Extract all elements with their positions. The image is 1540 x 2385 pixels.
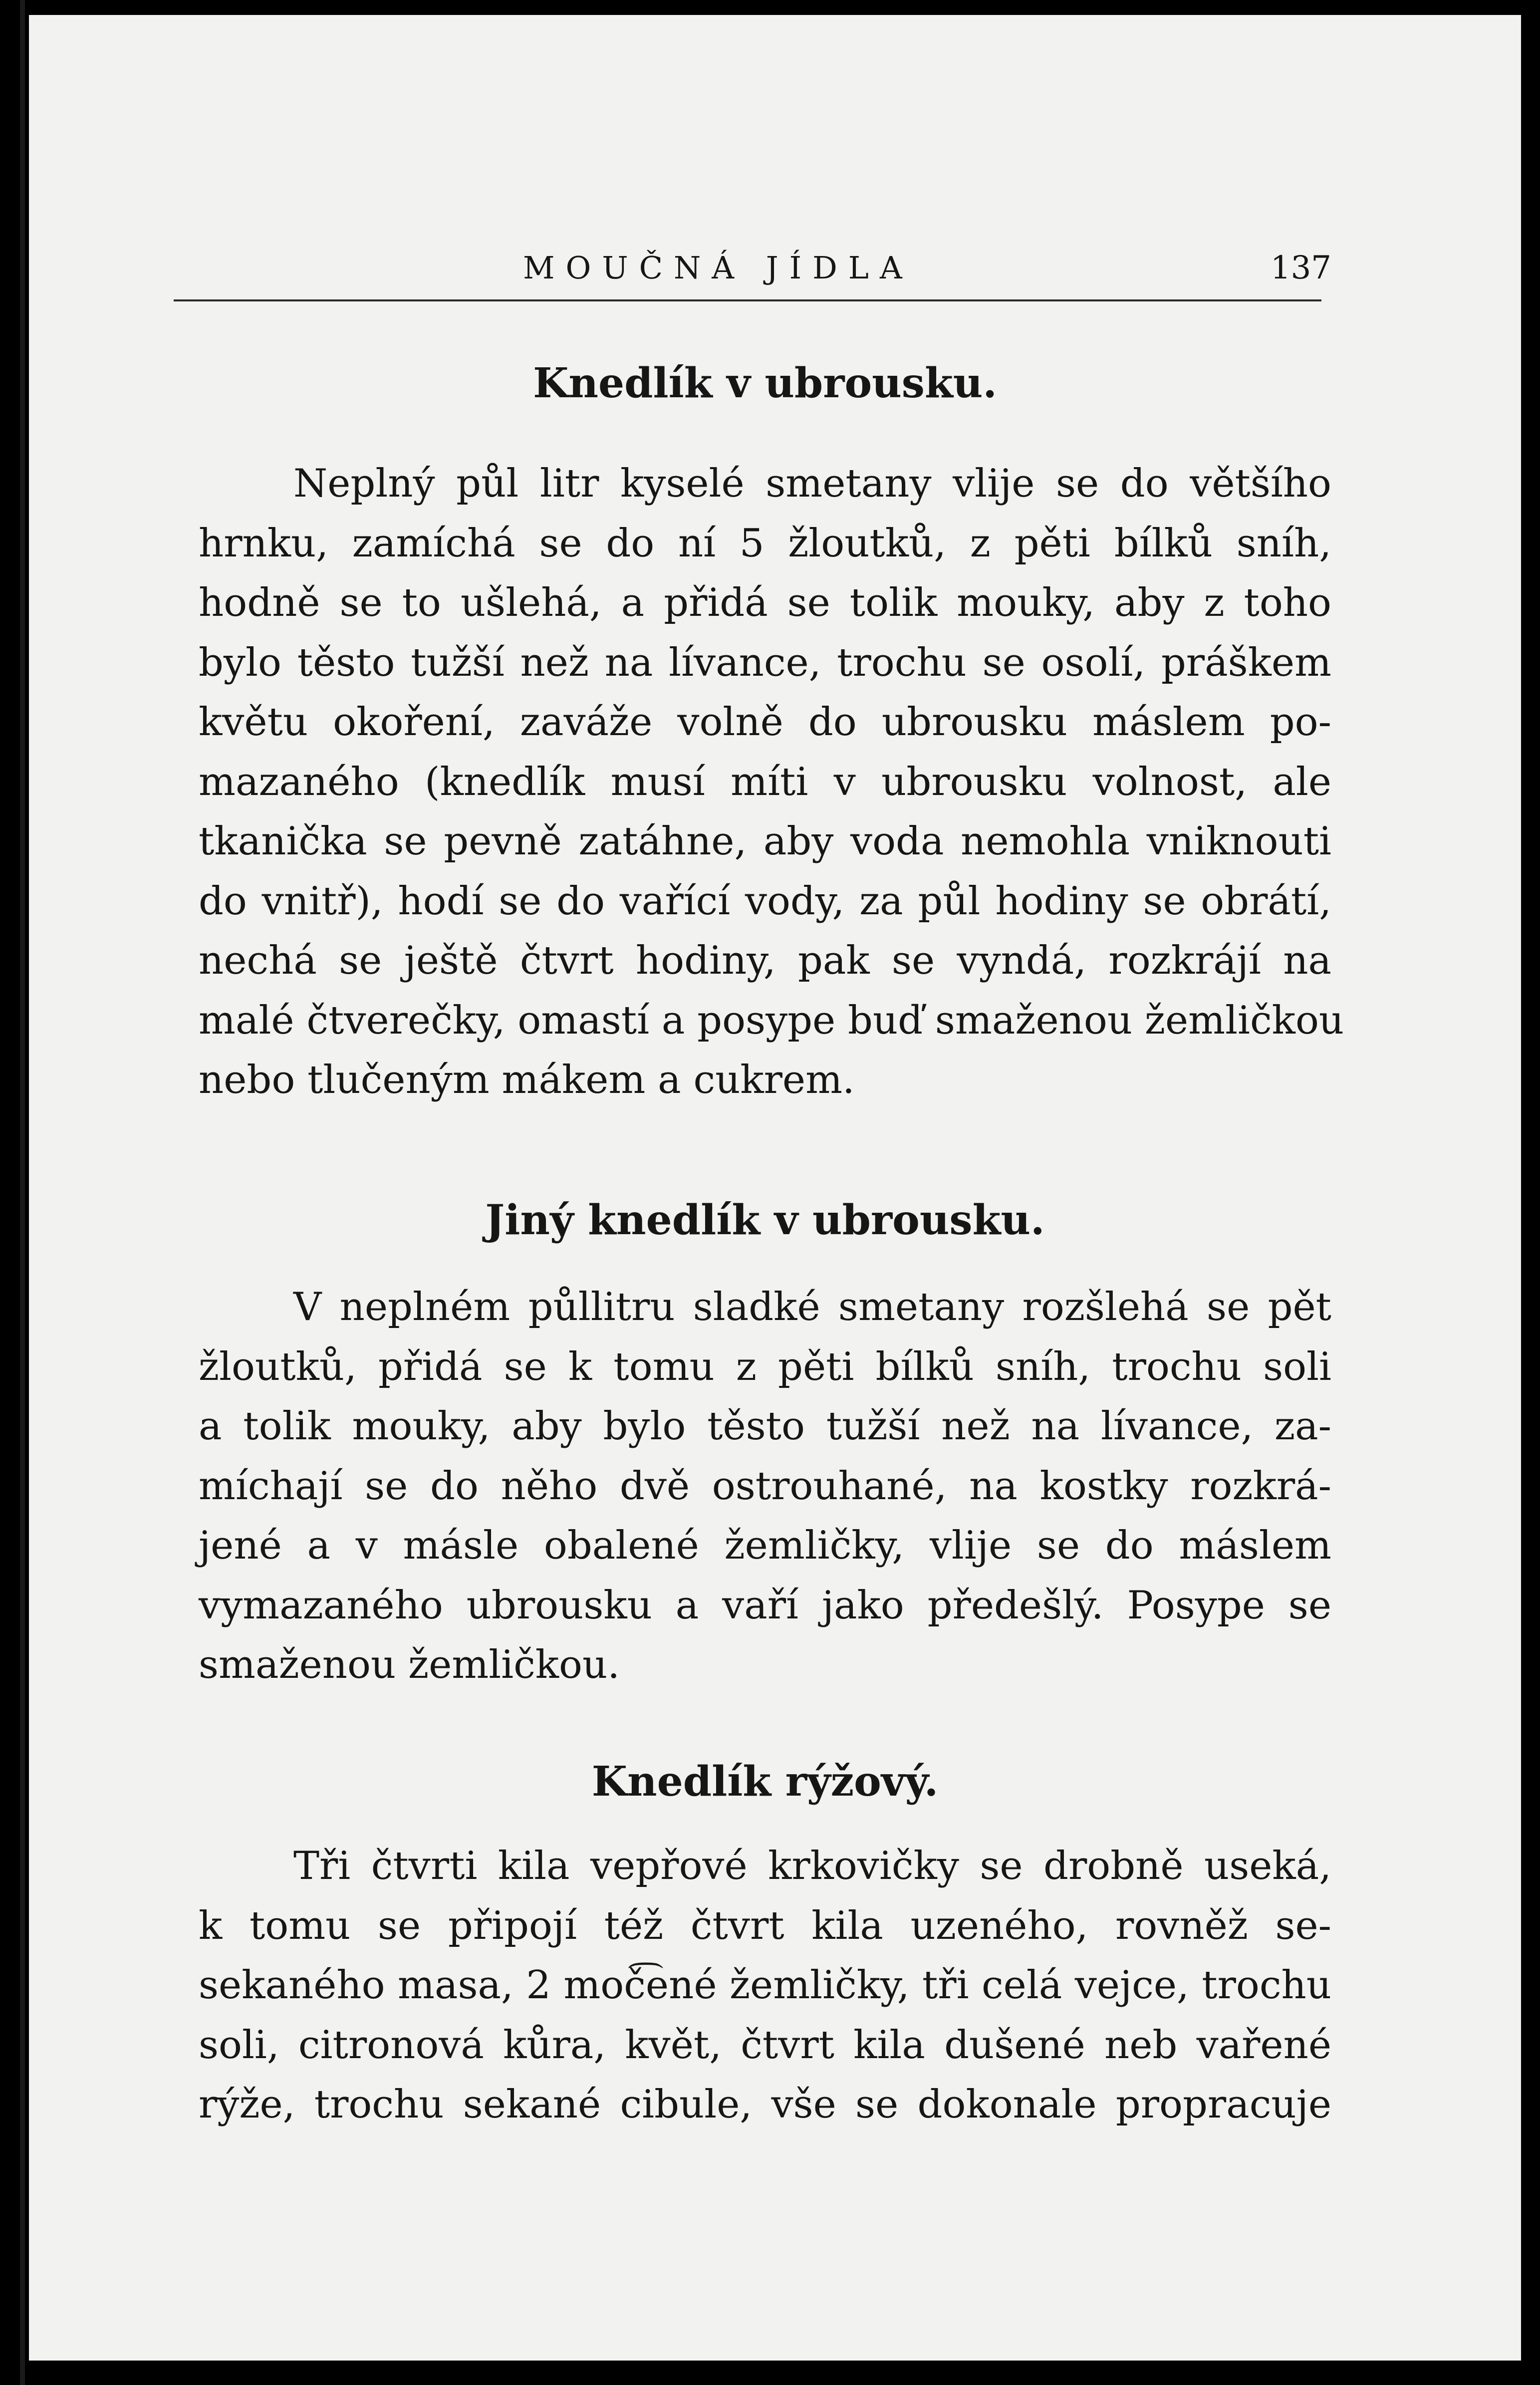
text-line: hrnku, zamíchá se do ní 5 žloutků, z pěti bílků sníh, bbox=[199, 521, 1331, 566]
text-line: nechá se ještě čtvrt hodiny, pak se vyndá, rozkrájí na bbox=[199, 938, 1331, 983]
section-title-jiny-knedlik-v-ubrousku: Jiný knedlík v ubrousku. bbox=[485, 1196, 1045, 1244]
section-title-knedlik-v-ubrousku: Knedlík v ubrousku. bbox=[533, 359, 997, 407]
text-line: Neplný půl litr kyselé smetany vlije se do většího bbox=[293, 461, 1331, 506]
text-line: a tolik mouky, aby bylo těsto tužší než na lívance, za- bbox=[199, 1404, 1331, 1449]
paragraph-jiny-knedlik-v-ubrousku bbox=[199, 1278, 1331, 1695]
text-line: malé čtverečky, omastí a posype buď smaženou žemličkou bbox=[199, 998, 1344, 1043]
text-line: Tři čtvrti kila vepřové krkovičky se drobně useká, bbox=[293, 1844, 1331, 1888]
text-line: mazaného (knedlík musí míti v ubrousku volnost, ale bbox=[199, 759, 1331, 804]
text-line: žloutků, přidá se k tomu z pěti bílků sníh, trochu soli bbox=[199, 1344, 1331, 1389]
paragraph-knedlik-ryzovy bbox=[199, 1837, 1331, 2135]
running-title: MOUČNÁ JÍDLA bbox=[523, 250, 913, 286]
text-line: hodně se to ušlehá, a přidá se tolik mouky, aby z toho bbox=[199, 580, 1331, 625]
paragraph-knedlik-v-ubrousku bbox=[199, 454, 1344, 1110]
book-page bbox=[29, 15, 1521, 2361]
text-line: sekaného masa, 2 moč͡ené žemličky, tři celá vejce, trochu bbox=[199, 1963, 1331, 2008]
page-header bbox=[199, 248, 1331, 288]
text-line: V neplném půllitru sladké smetany rozšlehá se pět bbox=[293, 1285, 1331, 1329]
header-rule bbox=[174, 299, 1321, 301]
text-line: míchají se do něho dvě ostrouhané, na kostky rozkrá- bbox=[199, 1463, 1331, 1509]
text-line: k tomu se připojí též čtvrt kila uzeného, rovněž se- bbox=[199, 1903, 1331, 1948]
text-line: rýže, trochu sekané cibule, vše se dokonale propracuje bbox=[199, 2082, 1331, 2127]
text-line: smaženou žemličkou. bbox=[199, 1642, 620, 1687]
text-line: bylo těsto tužší než na lívance, trochu se osolí, práškem bbox=[199, 640, 1331, 685]
section-title-knedlik-ryzovy: Knedlík rýžový. bbox=[591, 1758, 939, 1806]
text-line: do vnitř), hodí se do vařící vody, za půl hodiny se obrátí, bbox=[199, 878, 1331, 924]
text-line: nebo tlučeným mákem a cukrem. bbox=[199, 1058, 855, 1102]
text-line: tkanička se pevně zatáhne, aby voda nemohla vniknouti bbox=[199, 819, 1331, 864]
text-line: soli, citronová kůra, květ, čtvrt kila dušené neb vařené bbox=[199, 2022, 1331, 2068]
book-spine-edge bbox=[20, 0, 25, 2385]
text-line: vymazaného ubrousku a vaří jako předešlý. Posype se bbox=[199, 1583, 1331, 1628]
page-number: 137 bbox=[1270, 250, 1331, 286]
text-line: květu okoření, zaváže volně do ubrousku máslem po- bbox=[199, 700, 1331, 745]
text-line: jené a v másle obalené žemličky, vlije se do máslem bbox=[199, 1523, 1331, 1568]
